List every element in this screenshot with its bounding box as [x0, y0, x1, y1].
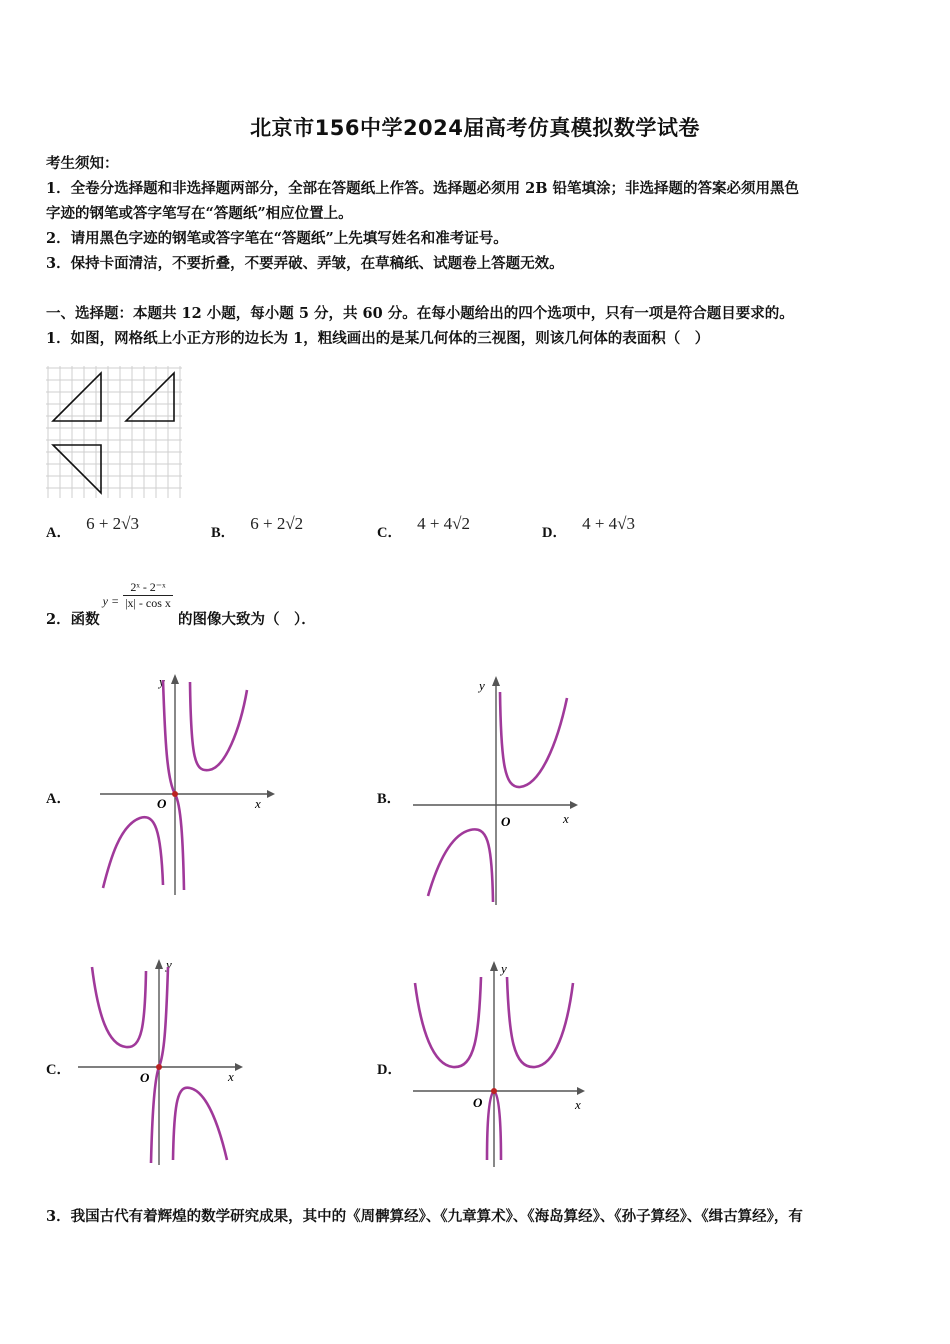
function-formula: y = $\frac{\text{2ˣ - 2⁻ˣ}}{\text{|x| - cos x}}$	[102, 580, 171, 610]
origin-label: O	[501, 814, 511, 829]
y-label: y	[479, 678, 485, 693]
origin-dot	[172, 791, 178, 797]
curve-right-branch	[190, 682, 247, 770]
notice-line: 2．请用黑色字迹的钢笔或答字笔在“答题纸”上先填写姓名和准考证号。	[46, 230, 508, 247]
q1-option-a[interactable]: A． 6 + 2√3	[46, 514, 139, 541]
curve-left-branch	[428, 829, 493, 902]
curve-left-branch	[415, 977, 481, 1067]
y-axis-arrow	[490, 961, 498, 971]
origin-dot	[491, 1088, 497, 1094]
curve-right-branch	[500, 692, 567, 787]
graph-c[interactable]	[70, 955, 250, 1170]
x-label: x	[563, 811, 569, 826]
x-axis-arrow	[235, 1063, 243, 1071]
notice-heading: 考生须知：	[46, 155, 119, 172]
three-view-figure	[44, 364, 184, 500]
origin-label: O	[157, 796, 167, 811]
notice-line: 字迹的钢笔或答字笔写在“答题纸”相应位置上。	[46, 205, 353, 222]
y-axis-arrow	[492, 676, 500, 686]
x-axis-arrow	[267, 790, 275, 798]
origin-label: O	[140, 1070, 150, 1085]
x-label: x	[575, 1097, 581, 1112]
section-heading: 一、选择题：本题共 12 小题，每小题 5 分，共 60 分。在每小题给出的四个选项中，只有一项是符合题目要求的。	[46, 305, 794, 322]
y-axis-arrow	[171, 674, 179, 684]
formula-denominator: |x| - cos x	[125, 596, 171, 610]
page-title: 北京市156中学2024届高考仿真模拟数学试卷	[250, 116, 700, 140]
curve-center-branch	[163, 680, 184, 890]
notice-line: 1．全卷分选择题和非选择题两部分，全部在答题纸上作答。选择题必须用 2B 铅笔填涂；非选择题的答案必须用黑色	[46, 180, 800, 197]
formula-numerator: 2ˣ - 2⁻ˣ	[123, 580, 173, 596]
question-1-text: 1．如图，网格纸上小正方形的边长为 1，粗线画出的是某几何体的三视图，则该几何体的表面积（ ）	[46, 330, 710, 347]
graph-a[interactable]	[95, 670, 275, 900]
curve-left-branch	[103, 817, 163, 888]
y-axis-arrow	[155, 959, 163, 969]
y-label: y	[166, 957, 172, 972]
origin-dot	[156, 1064, 162, 1070]
x-label: x	[228, 1069, 234, 1084]
graph-b[interactable]	[405, 670, 585, 910]
graph-a-label[interactable]: A．	[46, 791, 71, 807]
x-label: x	[255, 796, 261, 811]
y-label: y	[159, 674, 165, 689]
curve-right-branch	[507, 977, 573, 1067]
x-axis-arrow	[570, 801, 578, 809]
graph-d-label[interactable]: D．	[377, 1062, 402, 1078]
curve-right-branch	[173, 1088, 227, 1160]
y-label: y	[501, 961, 507, 976]
graph-c-label[interactable]: C．	[46, 1062, 71, 1078]
graph-d[interactable]	[405, 955, 590, 1170]
graph-b-label[interactable]: B．	[377, 791, 402, 807]
x-axis-arrow	[577, 1087, 585, 1095]
curve-left-branch	[92, 967, 146, 1047]
question-3-text: 3．我国古代有着辉煌的数学研究成果，其中的《周髀算经》、《九章算术》、《海岛算经》、《孙子算经》、《缉古算经》，有	[46, 1208, 803, 1225]
q1-option-d[interactable]: D． 4 + 4√3	[542, 514, 635, 541]
notice-line: 3．保持卡面清洁，不要折叠，不要弄破、弄皱，在草稿纸、试题卷上答题无效。	[46, 255, 564, 272]
origin-label: O	[473, 1095, 483, 1110]
question-2-text: 2．函数 y = $\frac{\text{2ˣ - 2⁻ˣ}}{\text{|x| - cos x}}$ 的图像大致为（ ）．	[46, 580, 316, 628]
q1-option-c[interactable]: C． 4 + 4√2	[377, 514, 470, 541]
q1-option-b[interactable]: B． 6 + 2√2	[211, 514, 304, 541]
